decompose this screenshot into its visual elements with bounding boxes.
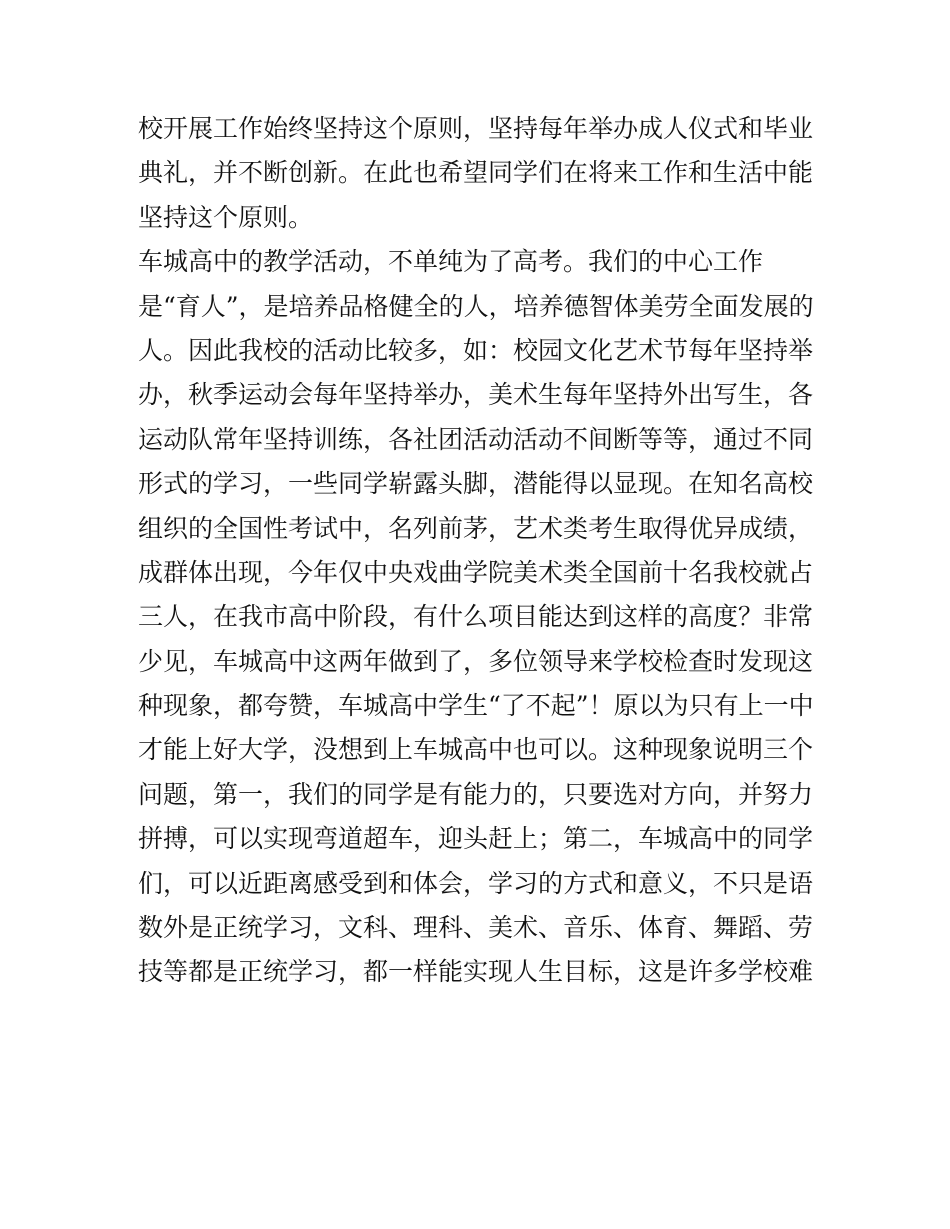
text-line: 校开展工作始终坚持这个原则，坚持每年举办成人仪式和毕业 [138,114,814,143]
text-line: 运动队常年坚持训练，各社团活动活动不间断等等，通过不同 [138,424,814,454]
text-line: 典礼，并不断创新。在此也希望同学们在将来工作和生活中能 [138,158,814,188]
text-line: 技等都是正统学习，都一样能实现人生目标，这是许多学校难 [138,957,814,987]
text-line: 是“育人”，是培养品格健全的人，培养德智体美劳全面发展的 [138,291,814,321]
text-line: 数外是正统学习，文科、理科、美术、音乐、体育、舞蹈、劳 [138,913,814,943]
text-line: 种现象，都夸赞，车城高中学生“了不起”！原以为只有上一中 [138,691,814,721]
text-line: 组织的全国性考试中，名列前茅，艺术类考生取得优异成绩， [138,513,814,543]
text-line: 成群体出现，今年仅中央戏曲学院美术类全国前十名我校就占 [138,557,814,587]
text-line: 少见，车城高中这两年做到了，多位领导来学校检查时发现这 [138,646,814,676]
text-line: 问题，第一，我们的同学是有能力的，只要选对方向，并努力 [138,779,814,809]
text-line: 车城高中的教学活动，不单纯为了高考。我们的中心工作 [138,247,764,277]
text-line: 三人，在我市高中阶段，有什么项目能达到这样的高度？非常 [138,602,814,632]
text-line: 人。因此我校的活动比较多，如：校园文化艺术节每年坚持举 [138,335,814,365]
text-line: 拼搏，可以实现弯道超车，迎头赶上；第二，车城高中的同学 [138,824,814,854]
text-line: 办，秋季运动会每年坚持举办，美术生每年坚持外出写生，各 [138,380,814,410]
text-line: 才能上好大学，没想到上车城高中也可以。这种现象说明三个 [138,735,814,765]
body-text [138,107,818,995]
text-line: 坚持这个原则。 [138,202,314,232]
text-line: 们，可以近距离感受到和体会，学习的方式和意义，不只是语 [138,868,814,898]
text-line: 形式的学习，一些同学崭露头脚，潜能得以显现。在知名高校 [138,469,814,499]
